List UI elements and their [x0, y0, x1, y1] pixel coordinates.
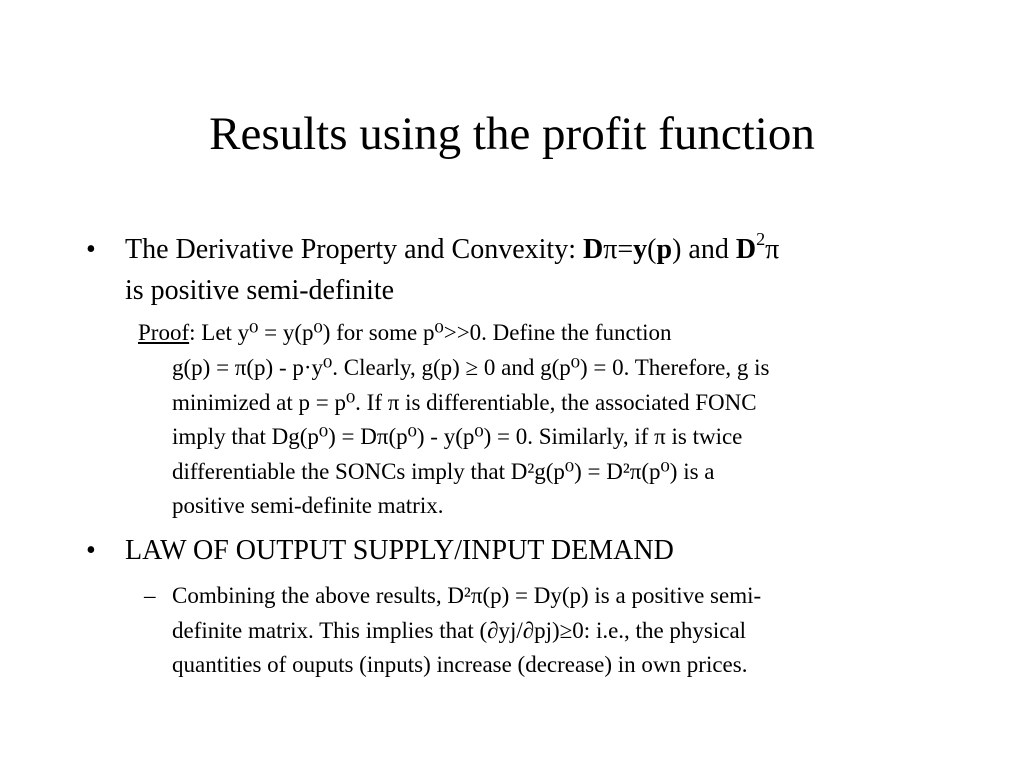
sub-line-1: Combining the above results, D²π(p) = Dy(p) is a positive semi-	[172, 583, 762, 608]
sub-line-3: quantities of ouputs (inputs) increase (decrease) in own prices.	[172, 652, 748, 677]
proof-line-6: positive semi-definite matrix.	[172, 493, 444, 518]
math-and: and	[681, 234, 736, 265]
bullet-2-line-1: LAW OF OUTPUT SUPPLY/INPUT DEMAND	[125, 535, 674, 566]
proof-line-3: minimized at p = p⁰. If π is differentiable, the associated FONC	[172, 390, 757, 415]
bullet-1-line-2: is positive semi-definite	[125, 275, 395, 306]
math-y: y	[633, 234, 648, 265]
bullet-marker: •	[86, 535, 96, 566]
math-D2: D	[735, 234, 757, 265]
math-p: p	[656, 234, 673, 265]
slide-title: Results using the profit function	[209, 108, 815, 160]
bullet-1-line-1: The Derivative Property and Convexity: Dπ=y(p) and $D^2\pi$	[125, 228, 780, 265]
sub-line-2: definite matrix. This implies that (∂yj/∂pj)≥0: i.e., the physical	[172, 618, 747, 643]
math-pi2: π	[765, 234, 780, 265]
proof-line-2: g(p) = π(p) - p·y⁰. Clearly, g(p) ≥ 0 and g(p⁰) = 0. Therefore, g is	[172, 355, 770, 380]
math-pi: π	[603, 234, 618, 265]
math-D: D	[583, 234, 604, 265]
proof-line-1-text: : Let y⁰ = y(p⁰) for some p⁰>>0. Define the function	[189, 320, 672, 345]
proof-line-1	[138, 316, 672, 350]
sub-bullet-marker: –	[144, 583, 156, 608]
math-eq: =	[617, 234, 634, 265]
proof-line-4: imply that Dg(p⁰) = Dπ(p⁰) - y(p⁰) = 0. Similarly, if π is twice	[172, 424, 743, 449]
bullet-marker: •	[86, 234, 96, 265]
proof-label: Proof	[138, 320, 190, 345]
math-sup2: 2	[756, 228, 766, 249]
proof-line-5: differentiable the SONCs imply that D²g(p⁰) = D²π(p⁰) is a	[172, 459, 715, 484]
bullet-1-text: The Derivative Property and Convexity:	[125, 234, 583, 265]
